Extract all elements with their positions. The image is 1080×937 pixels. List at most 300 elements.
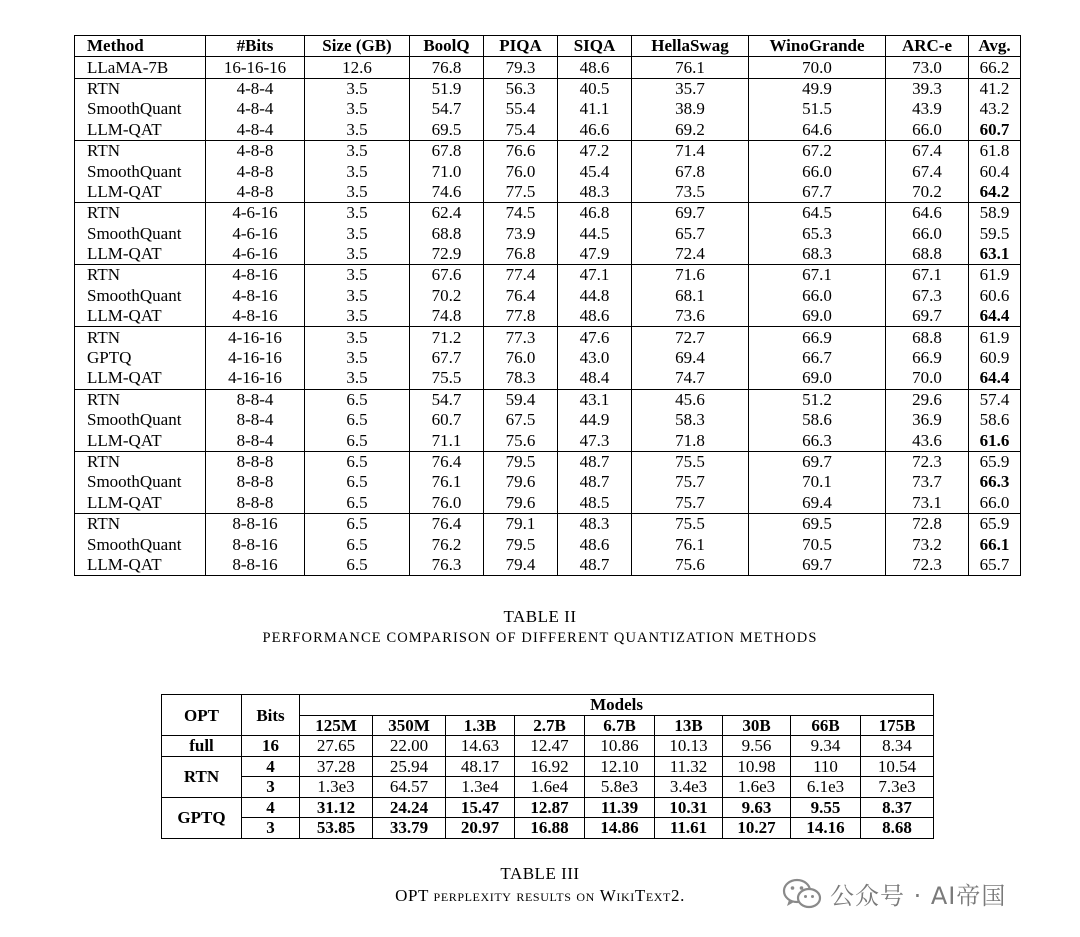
header-model: 125M <box>300 715 373 736</box>
cell-size: 6.5 <box>305 472 410 492</box>
cell-siqa: 40.5 <box>558 78 632 99</box>
cell-winogrande: 67.7 <box>749 182 886 203</box>
cell-siqa: 44.8 <box>558 286 632 306</box>
cell-siqa: 45.4 <box>558 161 632 181</box>
header-avg: Avg. <box>969 36 1021 57</box>
cell-perplexity: 9.63 <box>723 797 791 818</box>
cell-bits: 4-8-16 <box>206 286 305 306</box>
cell-size: 6.5 <box>305 389 410 410</box>
table-row <box>75 534 1021 554</box>
cell-siqa: 48.7 <box>558 451 632 472</box>
cell-perplexity: 8.37 <box>861 797 934 818</box>
cell-perplexity: 14.86 <box>585 818 655 839</box>
table-row <box>162 756 934 777</box>
cell-siqa: 47.9 <box>558 244 632 265</box>
cell-avg: 61.8 <box>969 140 1021 161</box>
opt-perplexity-table <box>161 694 934 839</box>
cell-siqa: 48.7 <box>558 472 632 492</box>
cell-perplexity: 11.61 <box>655 818 723 839</box>
header-bits: Bits <box>242 695 300 736</box>
cell-siqa: 41.1 <box>558 99 632 119</box>
cell-bits: 8-8-8 <box>206 472 305 492</box>
cell-hellaswag: 75.7 <box>632 472 749 492</box>
cell-bits: 8-8-4 <box>206 410 305 430</box>
cell-boolq: 76.0 <box>410 493 484 514</box>
cell-size: 3.5 <box>305 161 410 181</box>
cell-perplexity: 16.88 <box>515 818 585 839</box>
header-model: 66B <box>791 715 861 736</box>
cell-hellaswag: 67.8 <box>632 161 749 181</box>
cell-perplexity: 20.97 <box>446 818 515 839</box>
cell-arce: 72.8 <box>886 513 969 534</box>
cell-boolq: 70.2 <box>410 286 484 306</box>
cell-arce: 43.6 <box>886 430 969 451</box>
cell-arce: 64.6 <box>886 203 969 224</box>
cell-arce: 67.3 <box>886 286 969 306</box>
table-row <box>75 555 1021 576</box>
cell-perplexity: 10.54 <box>861 756 934 777</box>
table-row <box>75 203 1021 224</box>
cell-boolq: 54.7 <box>410 389 484 410</box>
cell-avg: 64.4 <box>969 306 1021 327</box>
cell-piqa: 75.6 <box>484 430 558 451</box>
cell-arce: 68.8 <box>886 244 969 265</box>
cell-size: 3.5 <box>305 306 410 327</box>
cell-perplexity: 10.13 <box>655 736 723 757</box>
cell-arce: 69.7 <box>886 306 969 327</box>
cell-perplexity: 64.57 <box>373 777 446 798</box>
cell-bits: 4-8-16 <box>206 306 305 327</box>
cell-piqa: 79.5 <box>484 534 558 554</box>
cell-winogrande: 51.2 <box>749 389 886 410</box>
cell-avg: 61.9 <box>969 327 1021 348</box>
cell-winogrande: 68.3 <box>749 244 886 265</box>
table2-header-row <box>75 36 1021 57</box>
cell-boolq: 67.7 <box>410 348 484 368</box>
table-row <box>75 265 1021 286</box>
table2-caption-text: PERFORMANCE COMPARISON OF DIFFERENT QUANTIZATION METHODS <box>262 630 818 646</box>
cell-size: 6.5 <box>305 513 410 534</box>
cell-bits: 8-8-16 <box>206 534 305 554</box>
table-row <box>75 57 1021 78</box>
cell-winogrande: 70.0 <box>749 57 886 78</box>
cell-perplexity: 33.79 <box>373 818 446 839</box>
cell-perplexity: 9.56 <box>723 736 791 757</box>
cell-method: SmoothQuant <box>75 534 206 554</box>
cell-size: 6.5 <box>305 410 410 430</box>
header-model: 6.7B <box>585 715 655 736</box>
cell-size: 3.5 <box>305 244 410 265</box>
cell-perplexity: 8.68 <box>861 818 934 839</box>
cell-hellaswag: 72.4 <box>632 244 749 265</box>
cell-bits: 4-16-16 <box>206 368 305 389</box>
cell-boolq: 72.9 <box>410 244 484 265</box>
cell-piqa: 76.6 <box>484 140 558 161</box>
cell-hellaswag: 69.4 <box>632 348 749 368</box>
cell-piqa: 73.9 <box>484 224 558 244</box>
header-model: 175B <box>861 715 934 736</box>
cell-method: SmoothQuant <box>75 224 206 244</box>
cell-siqa: 48.3 <box>558 513 632 534</box>
cell-avg: 64.4 <box>969 368 1021 389</box>
cell-avg: 57.4 <box>969 389 1021 410</box>
header-model: 350M <box>373 715 446 736</box>
cell-boolq: 60.7 <box>410 410 484 430</box>
cell-winogrande: 69.0 <box>749 368 886 389</box>
cell-hellaswag: 68.1 <box>632 286 749 306</box>
cell-siqa: 47.3 <box>558 430 632 451</box>
cell-arce: 29.6 <box>886 389 969 410</box>
cell-hellaswag: 71.4 <box>632 140 749 161</box>
watermark <box>782 876 1006 911</box>
cell-method: GPTQ <box>162 797 242 838</box>
cell-perplexity: 12.10 <box>585 756 655 777</box>
cell-winogrande: 69.0 <box>749 306 886 327</box>
cell-piqa: 76.0 <box>484 161 558 181</box>
table-row <box>162 818 934 839</box>
cell-avg: 58.9 <box>969 203 1021 224</box>
cell-bits: 4-6-16 <box>206 203 305 224</box>
cell-hellaswag: 65.7 <box>632 224 749 244</box>
cell-winogrande: 64.5 <box>749 203 886 224</box>
cell-siqa: 46.8 <box>558 203 632 224</box>
cell-hellaswag: 76.1 <box>632 57 749 78</box>
table2-caption-number: TABLE II <box>503 607 577 626</box>
cell-hellaswag: 69.7 <box>632 203 749 224</box>
cell-avg: 60.9 <box>969 348 1021 368</box>
cell-perplexity: 37.28 <box>300 756 373 777</box>
cell-avg: 60.4 <box>969 161 1021 181</box>
cell-perplexity: 31.12 <box>300 797 373 818</box>
watermark-text: 公众号 · AI帝国 <box>830 882 1007 910</box>
cell-method: SmoothQuant <box>75 99 206 119</box>
cell-bits: 16 <box>242 736 300 757</box>
cell-method: LLM-QAT <box>75 182 206 203</box>
cell-method: LLM-QAT <box>75 555 206 576</box>
cell-hellaswag: 75.6 <box>632 555 749 576</box>
cell-piqa: 55.4 <box>484 99 558 119</box>
cell-boolq: 51.9 <box>410 78 484 99</box>
cell-method: GPTQ <box>75 348 206 368</box>
cell-boolq: 76.4 <box>410 451 484 472</box>
table-row <box>75 327 1021 348</box>
table-row <box>75 286 1021 306</box>
cell-perplexity: 15.47 <box>446 797 515 818</box>
cell-winogrande: 70.5 <box>749 534 886 554</box>
cell-size: 3.5 <box>305 203 410 224</box>
cell-method: LLM-QAT <box>75 430 206 451</box>
table-row <box>75 451 1021 472</box>
cell-arce: 68.8 <box>886 327 969 348</box>
cell-method: SmoothQuant <box>75 286 206 306</box>
cell-boolq: 67.6 <box>410 265 484 286</box>
table-row <box>162 736 934 757</box>
cell-bits: 8-8-16 <box>206 513 305 534</box>
cell-siqa: 43.0 <box>558 348 632 368</box>
table-row <box>75 306 1021 327</box>
cell-avg: 61.9 <box>969 265 1021 286</box>
table-row <box>75 99 1021 119</box>
cell-bits: 4 <box>242 797 300 818</box>
cell-boolq: 76.4 <box>410 513 484 534</box>
cell-siqa: 43.1 <box>558 389 632 410</box>
cell-avg: 65.7 <box>969 555 1021 576</box>
cell-arce: 36.9 <box>886 410 969 430</box>
cell-perplexity: 9.34 <box>791 736 861 757</box>
header-method: Method <box>75 36 206 57</box>
cell-avg: 64.2 <box>969 182 1021 203</box>
cell-bits: 4-8-16 <box>206 265 305 286</box>
cell-size: 3.5 <box>305 265 410 286</box>
cell-bits: 4-8-8 <box>206 161 305 181</box>
cell-hellaswag: 76.1 <box>632 534 749 554</box>
cell-bits: 3 <box>242 818 300 839</box>
cell-perplexity: 1.6e4 <box>515 777 585 798</box>
cell-boolq: 68.8 <box>410 224 484 244</box>
cell-boolq: 76.2 <box>410 534 484 554</box>
table-row <box>75 182 1021 203</box>
cell-boolq: 76.8 <box>410 57 484 78</box>
table-row <box>75 348 1021 368</box>
table-row <box>75 78 1021 99</box>
cell-perplexity: 5.8e3 <box>585 777 655 798</box>
cell-perplexity: 7.3e3 <box>861 777 934 798</box>
cell-winogrande: 66.7 <box>749 348 886 368</box>
cell-perplexity: 53.85 <box>300 818 373 839</box>
cell-winogrande: 69.5 <box>749 513 886 534</box>
cell-bits: 3 <box>242 777 300 798</box>
cell-siqa: 48.6 <box>558 534 632 554</box>
cell-piqa: 79.5 <box>484 451 558 472</box>
cell-perplexity: 22.00 <box>373 736 446 757</box>
cell-arce: 73.0 <box>886 57 969 78</box>
performance-table <box>74 35 1021 576</box>
cell-piqa: 79.6 <box>484 493 558 514</box>
cell-siqa: 48.6 <box>558 57 632 78</box>
cell-perplexity: 48.17 <box>446 756 515 777</box>
cell-winogrande: 65.3 <box>749 224 886 244</box>
cell-winogrande: 67.1 <box>749 265 886 286</box>
cell-arce: 72.3 <box>886 451 969 472</box>
cell-size: 12.6 <box>305 57 410 78</box>
cell-size: 6.5 <box>305 451 410 472</box>
table2-body <box>75 57 1021 576</box>
cell-piqa: 67.5 <box>484 410 558 430</box>
cell-method: LLM-QAT <box>75 493 206 514</box>
table-row <box>75 224 1021 244</box>
cell-winogrande: 66.0 <box>749 286 886 306</box>
cell-siqa: 44.5 <box>558 224 632 244</box>
cell-method: RTN <box>75 78 206 99</box>
header-arce: ARC-e <box>886 36 969 57</box>
cell-bits: 4 <box>242 756 300 777</box>
cell-size: 3.5 <box>305 182 410 203</box>
cell-bits: 4-6-16 <box>206 244 305 265</box>
cell-hellaswag: 69.2 <box>632 120 749 141</box>
cell-siqa: 46.6 <box>558 120 632 141</box>
header-opt: OPT <box>162 695 242 736</box>
cell-method: RTN <box>75 265 206 286</box>
cell-hellaswag: 74.7 <box>632 368 749 389</box>
cell-method: LLM-QAT <box>75 368 206 389</box>
table-row <box>162 777 934 798</box>
cell-perplexity: 12.87 <box>515 797 585 818</box>
header-siqa: SIQA <box>558 36 632 57</box>
cell-method: full <box>162 736 242 757</box>
cell-perplexity: 14.63 <box>446 736 515 757</box>
cell-perplexity: 3.4e3 <box>655 777 723 798</box>
cell-avg: 65.9 <box>969 451 1021 472</box>
cell-winogrande: 67.2 <box>749 140 886 161</box>
cell-method: RTN <box>75 451 206 472</box>
cell-siqa: 47.2 <box>558 140 632 161</box>
cell-bits: 8-8-4 <box>206 430 305 451</box>
cell-avg: 63.1 <box>969 244 1021 265</box>
header-winogrande: WinoGrande <box>749 36 886 57</box>
cell-boolq: 71.2 <box>410 327 484 348</box>
cell-hellaswag: 35.7 <box>632 78 749 99</box>
cell-perplexity: 1.3e3 <box>300 777 373 798</box>
cell-piqa: 59.4 <box>484 389 558 410</box>
header-piqa: PIQA <box>484 36 558 57</box>
cell-arce: 70.0 <box>886 368 969 389</box>
table-row <box>75 493 1021 514</box>
cell-boolq: 76.3 <box>410 555 484 576</box>
cell-piqa: 75.4 <box>484 120 558 141</box>
cell-size: 3.5 <box>305 286 410 306</box>
cell-avg: 66.1 <box>969 534 1021 554</box>
header-hellaswag: HellaSwag <box>632 36 749 57</box>
table-row <box>75 161 1021 181</box>
cell-avg: 65.9 <box>969 513 1021 534</box>
cell-bits: 4-8-8 <box>206 182 305 203</box>
cell-avg: 59.5 <box>969 224 1021 244</box>
cell-piqa: 78.3 <box>484 368 558 389</box>
caption-dataset: WikiText2. <box>599 886 685 905</box>
cell-boolq: 71.0 <box>410 161 484 181</box>
cell-avg: 43.2 <box>969 99 1021 119</box>
header-model: 2.7B <box>515 715 585 736</box>
cell-siqa: 48.7 <box>558 555 632 576</box>
cell-piqa: 79.4 <box>484 555 558 576</box>
table-row <box>75 389 1021 410</box>
cell-hellaswag: 75.5 <box>632 513 749 534</box>
cell-arce: 66.9 <box>886 348 969 368</box>
cell-avg: 66.0 <box>969 493 1021 514</box>
cell-perplexity: 10.31 <box>655 797 723 818</box>
cell-winogrande: 66.0 <box>749 161 886 181</box>
cell-bits: 4-8-4 <box>206 78 305 99</box>
header-model: 1.3B <box>446 715 515 736</box>
cell-siqa: 48.4 <box>558 368 632 389</box>
cell-avg: 66.2 <box>969 57 1021 78</box>
cell-method: SmoothQuant <box>75 472 206 492</box>
table-row <box>75 368 1021 389</box>
cell-method: RTN <box>75 389 206 410</box>
cell-arce: 72.3 <box>886 555 969 576</box>
cell-bits: 4-16-16 <box>206 348 305 368</box>
cell-bits: 16-16-16 <box>206 57 305 78</box>
header-model: 13B <box>655 715 723 736</box>
table-row <box>75 120 1021 141</box>
cell-size: 6.5 <box>305 534 410 554</box>
cell-winogrande: 58.6 <box>749 410 886 430</box>
header-models: Models <box>300 695 934 716</box>
cell-siqa: 48.3 <box>558 182 632 203</box>
cell-siqa: 48.5 <box>558 493 632 514</box>
cell-bits: 4-16-16 <box>206 327 305 348</box>
cell-perplexity: 9.55 <box>791 797 861 818</box>
cell-bits: 8-8-8 <box>206 451 305 472</box>
table-row <box>75 140 1021 161</box>
cell-boolq: 67.8 <box>410 140 484 161</box>
cell-size: 3.5 <box>305 120 410 141</box>
cell-hellaswag: 75.7 <box>632 493 749 514</box>
cell-hellaswag: 73.5 <box>632 182 749 203</box>
cell-hellaswag: 38.9 <box>632 99 749 119</box>
cell-arce: 70.2 <box>886 182 969 203</box>
header-model: 30B <box>723 715 791 736</box>
cell-winogrande: 49.9 <box>749 78 886 99</box>
cell-siqa: 48.6 <box>558 306 632 327</box>
cell-winogrande: 70.1 <box>749 472 886 492</box>
table-row <box>75 410 1021 430</box>
cell-method: LLM-QAT <box>75 306 206 327</box>
cell-avg: 60.6 <box>969 286 1021 306</box>
cell-piqa: 79.6 <box>484 472 558 492</box>
cell-perplexity: 6.1e3 <box>791 777 861 798</box>
cell-size: 6.5 <box>305 493 410 514</box>
cell-piqa: 77.4 <box>484 265 558 286</box>
cell-piqa: 77.8 <box>484 306 558 327</box>
cell-hellaswag: 45.6 <box>632 389 749 410</box>
cell-bits: 4-8-8 <box>206 140 305 161</box>
cell-bits: 4-8-4 <box>206 99 305 119</box>
cell-method: LLM-QAT <box>75 120 206 141</box>
caption-opt: OPT <box>395 886 429 905</box>
wechat-icon <box>782 877 822 911</box>
cell-arce: 66.0 <box>886 224 969 244</box>
cell-perplexity: 10.86 <box>585 736 655 757</box>
cell-perplexity: 25.94 <box>373 756 446 777</box>
cell-perplexity: 24.24 <box>373 797 446 818</box>
cell-method: RTN <box>75 513 206 534</box>
cell-boolq: 74.8 <box>410 306 484 327</box>
cell-winogrande: 69.7 <box>749 451 886 472</box>
cell-perplexity: 27.65 <box>300 736 373 757</box>
cell-arce: 67.4 <box>886 140 969 161</box>
cell-method: LLaMA-7B <box>75 57 206 78</box>
table3-body <box>162 736 934 839</box>
cell-boolq: 71.1 <box>410 430 484 451</box>
cell-piqa: 56.3 <box>484 78 558 99</box>
cell-size: 6.5 <box>305 430 410 451</box>
table-row <box>162 797 934 818</box>
cell-piqa: 76.0 <box>484 348 558 368</box>
cell-piqa: 79.1 <box>484 513 558 534</box>
cell-bits: 4-8-4 <box>206 120 305 141</box>
cell-perplexity: 10.27 <box>723 818 791 839</box>
cell-perplexity: 110 <box>791 756 861 777</box>
cell-hellaswag: 73.6 <box>632 306 749 327</box>
cell-arce: 43.9 <box>886 99 969 119</box>
cell-siqa: 47.1 <box>558 265 632 286</box>
cell-avg: 58.6 <box>969 410 1021 430</box>
header-bits: #Bits <box>206 36 305 57</box>
cell-arce: 73.7 <box>886 472 969 492</box>
cell-perplexity: 11.39 <box>585 797 655 818</box>
table-row <box>75 430 1021 451</box>
